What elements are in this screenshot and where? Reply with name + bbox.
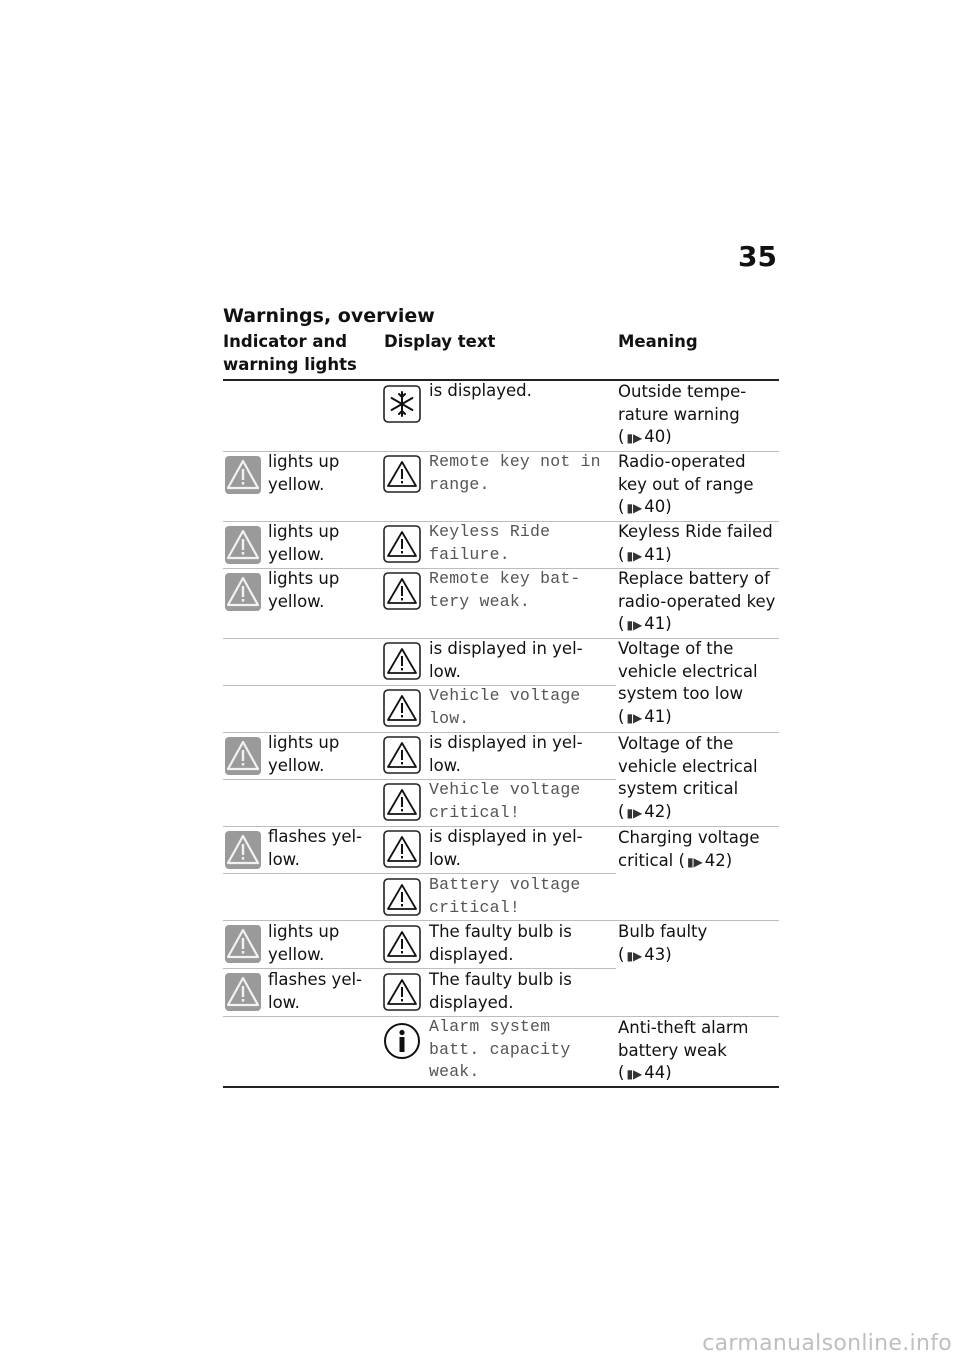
warning-triangle-icon [225, 526, 261, 564]
page-number: 35 [738, 240, 777, 273]
section-heading: Warnings, overview [223, 305, 435, 327]
display-text: Battery voltage critical! [429, 875, 581, 917]
warning-triangle-icon [225, 573, 261, 611]
meaning-text: Replace battery of radio-operated key ( ▮▶ 41) [618, 568, 778, 637]
warning-triangle-icon [383, 525, 421, 563]
snowflake-icon [383, 385, 421, 423]
display-text: is displayed in yel-low. [429, 827, 583, 869]
meaning-text: Radio-operated key out of range ( ▮▶ 40) [618, 451, 768, 520]
warning-triangle-icon [383, 689, 421, 727]
warning-triangle-icon [225, 737, 261, 775]
display-text: Alarm system batt. capacity weak. [429, 1017, 571, 1082]
warning-triangle-icon [225, 925, 261, 963]
indicator-text: flashes yel-low. [268, 827, 363, 869]
indicator-text: flashes yel-low. [268, 970, 363, 1012]
warning-triangle-icon [383, 736, 421, 774]
warning-triangle-icon [383, 572, 421, 610]
indicator-text: lights up yellow. [268, 452, 340, 494]
table-bottom-rule [223, 1086, 779, 1088]
warning-triangle-icon [383, 925, 421, 963]
reference-arrow-icon: ▮▶ [686, 854, 703, 869]
indicator-text: lights up yellow. [268, 733, 340, 775]
display-text: The faulty bulb is displayed. [429, 970, 572, 1012]
reference-arrow-icon: ▮▶ [626, 548, 643, 563]
reference-arrow-icon: ▮▶ [626, 501, 643, 516]
display-text: Keyless Ride failure. [429, 522, 551, 564]
warning-triangle-icon [383, 642, 421, 680]
reference-arrow-icon: ▮▶ [626, 618, 643, 633]
display-text: Vehicle voltage critical! [429, 780, 581, 822]
warning-triangle-icon [225, 973, 261, 1011]
warning-triangle-icon [383, 973, 421, 1011]
meaning-text: Charging voltage critical ( ▮▶ 42) [618, 827, 778, 873]
indicator-text: lights up yellow. [268, 569, 340, 611]
reference-arrow-icon: ▮▶ [626, 710, 643, 725]
display-text: The faulty bulb is displayed. [429, 922, 572, 964]
meaning-text: Outside tempe-rature warning ( ▮▶ 40) [618, 381, 768, 450]
indicator-text: lights up yellow. [268, 922, 340, 964]
meaning-text: Bulb faulty ( ▮▶ 43) [618, 921, 768, 967]
meaning-text: Keyless Ride failed ( ▮▶ 41) [618, 521, 778, 567]
column-header-meaning: Meaning [618, 332, 698, 351]
display-text: Remote key not in range. [429, 452, 601, 494]
warning-triangle-icon [383, 455, 421, 493]
display-text: Vehicle voltage low. [429, 686, 581, 728]
warning-triangle-icon [383, 878, 421, 916]
reference-arrow-icon: ▮▶ [626, 948, 643, 963]
warning-triangle-icon [383, 783, 421, 821]
indicator-text: lights up yellow. [268, 522, 340, 564]
warning-triangle-icon [225, 831, 261, 869]
meaning-text: Voltage of the vehicle electrical system too low ( ▮▶ 41) [618, 638, 768, 729]
warning-triangle-icon [225, 456, 261, 494]
info-icon [383, 1022, 421, 1060]
column-header-display: Display text [384, 332, 496, 351]
warning-triangle-icon [383, 830, 421, 868]
watermark: carmanualsonline.info [702, 1331, 952, 1356]
display-text: is displayed in yel-low. [429, 733, 583, 775]
column-header-indicator: Indicator and warning lights [223, 332, 357, 374]
meaning-text: Voltage of the vehicle electrical system critical ( ▮▶ 42) [618, 733, 768, 824]
warnings-table [223, 0, 779, 1362]
display-text: is displayed. [429, 381, 532, 400]
reference-arrow-icon: ▮▶ [626, 431, 643, 446]
reference-arrow-icon: ▮▶ [626, 1067, 643, 1082]
reference-arrow-icon: ▮▶ [626, 805, 643, 820]
display-text: Remote key bat-tery weak. [429, 569, 581, 611]
meaning-text: Anti-theft alarm battery weak ( ▮▶ 44) [618, 1017, 768, 1086]
display-text: is displayed in yel-low. [429, 639, 583, 681]
